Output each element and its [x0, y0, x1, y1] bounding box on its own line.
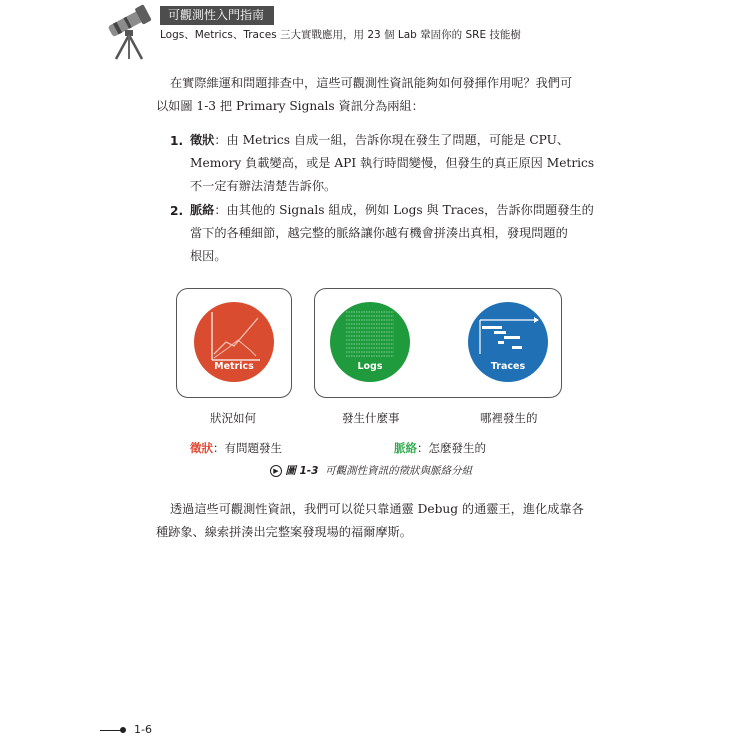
- closing-line-2: 種跡象、線索拼湊出完整案發現場的福爾摩斯。: [156, 525, 412, 539]
- list-item-2-term: 脈絡: [190, 203, 215, 217]
- figure-caption: ▶ 圖 1-3 可觀測性資訊的徵狀與脈絡分組: [270, 463, 472, 478]
- list-item-1-line-2: Memory 負載變高，或是 API 執行時間變慢，但發生的真正原因 Metrics: [190, 156, 595, 170]
- header-subtitle: Logs、Metrics、Traces 三大實戰應用，用 23 個 Lab 鞏固你的 SRE 技能樹: [160, 29, 521, 41]
- context-label: 脈絡：怎麼發生的: [394, 441, 486, 455]
- traces-label: Traces: [490, 361, 526, 372]
- closing-line-1: 透過這些可觀測性資訊，我們可以從只靠通靈 Debug 的通靈王，進化成靠各: [170, 502, 584, 516]
- logs-label: Logs: [357, 361, 383, 372]
- page-number: 1-6: [134, 723, 152, 736]
- list-item-1-line-3: 不一定有辦法清楚告訴你。: [190, 179, 337, 193]
- intro-line-1: 在實際維運和問題排查中，這些可觀測性資訊能夠如何發揮作用呢？我們可: [170, 76, 573, 90]
- logs-circle: [330, 302, 410, 382]
- list-item-1-term: 徵狀: [190, 133, 215, 147]
- arrow-circle-icon: ▶: [270, 465, 282, 477]
- metrics-label: Metrics: [214, 361, 254, 372]
- list-item-1-line-1: 徵狀：由 Metrics 自成一組，告訴你現在發生了問題，可能是 CPU、: [190, 133, 570, 147]
- symptom-label: 徵狀：有問題發生: [190, 441, 282, 455]
- footer-dot: [120, 727, 126, 733]
- section-title: 可觀測性入門指南: [160, 6, 274, 25]
- list-item-2-line-3: 根因。: [190, 249, 227, 263]
- list-item-2-line-1: 脈絡：由其他的 Signals 組成，例如 Logs 與 Traces，告訴你問題發生的: [190, 203, 594, 217]
- caption-metrics: 狀況如何: [210, 411, 256, 425]
- traces-circle: [468, 302, 548, 382]
- intro-line-2: 以如圖 1-3 把 Primary Signals 資訊分為兩組：: [156, 99, 424, 113]
- caption-logs: 發生什麼事: [342, 411, 400, 425]
- metrics-circle: [194, 302, 274, 382]
- footer-rule: [100, 730, 122, 731]
- list-number-1: 1.: [170, 134, 184, 148]
- list-item-2-line-2: 當下的各種細節，越完整的脈絡讓你越有機會拼湊出真相，發現問題的: [190, 226, 568, 240]
- telescope-icon: [104, 2, 154, 60]
- list-number-2: 2.: [170, 204, 184, 218]
- caption-traces: 哪裡發生的: [480, 411, 538, 425]
